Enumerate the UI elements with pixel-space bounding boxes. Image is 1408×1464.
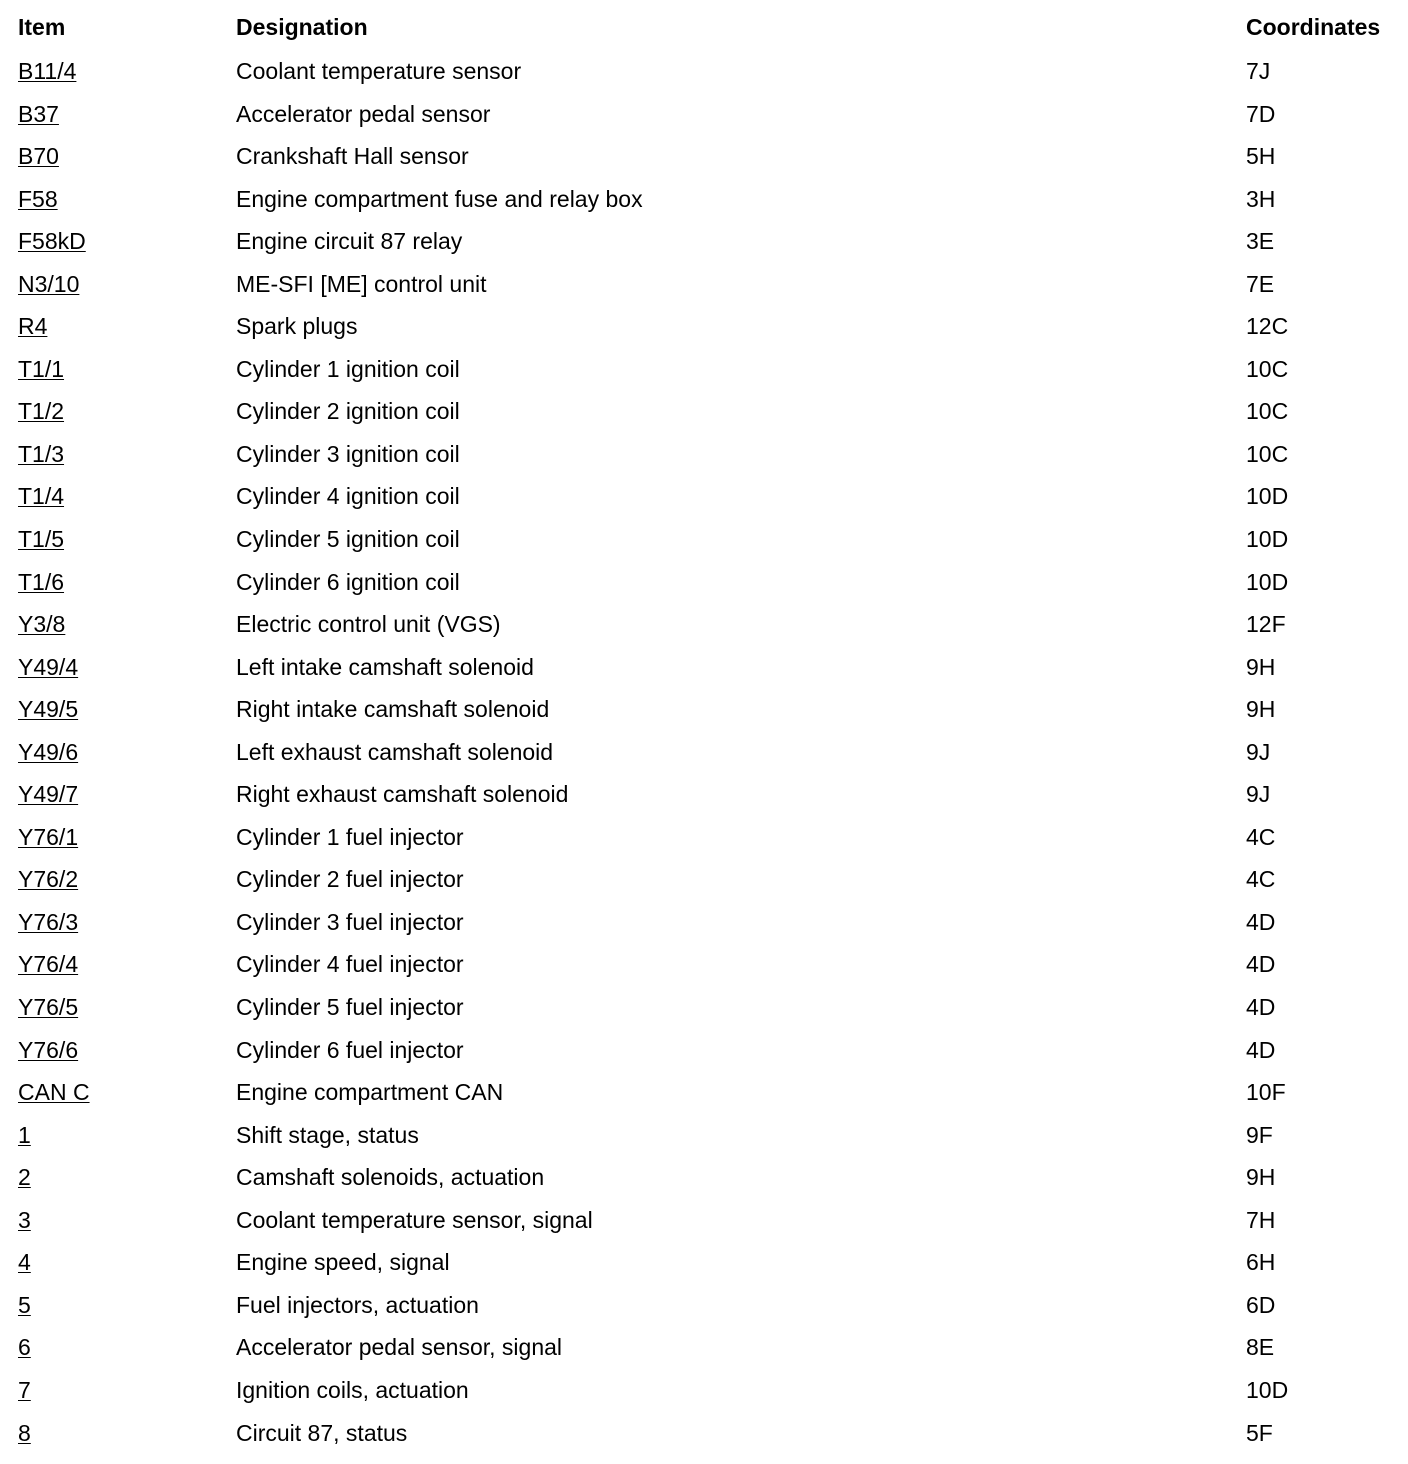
coordinates-cell: 10D [1246, 1376, 1289, 1403]
coordinates-cell: 9F [1246, 1121, 1273, 1148]
coordinates-cell: 4D [1246, 908, 1276, 935]
designation-cell: ME-SFI [ME] control unit [236, 270, 487, 297]
item-link[interactable]: T1/6 [18, 568, 65, 595]
coordinates-cell: 12F [1246, 611, 1286, 638]
table-row [0, 56, 1408, 99]
table-row [0, 1375, 1408, 1418]
designation-cell: Accelerator pedal sensor, signal [236, 1334, 563, 1361]
designation-cell: Cylinder 5 ignition coil [236, 526, 460, 553]
table-row [0, 567, 1408, 610]
coordinates-cell: 3H [1246, 185, 1276, 212]
table-row [0, 354, 1408, 397]
coordinates-cell: 9J [1246, 781, 1271, 808]
table-row [0, 481, 1408, 524]
item-link[interactable]: Y49/7 [18, 781, 79, 808]
designation-cell: Camshaft solenoids, actuation [236, 1164, 545, 1191]
header-designation: Designation [236, 14, 368, 40]
table-row [0, 609, 1408, 652]
item-link[interactable]: Y49/5 [18, 696, 79, 723]
designation-cell: Engine circuit 87 relay [236, 228, 463, 255]
table-row [0, 141, 1408, 184]
table-row [0, 779, 1408, 822]
table-row [0, 269, 1408, 312]
table-row [0, 311, 1408, 354]
table-row [0, 439, 1408, 482]
item-link[interactable]: 4 [18, 1249, 31, 1276]
designation-cell: Cylinder 2 fuel injector [236, 866, 464, 893]
coordinates-cell: 8E [1246, 1334, 1275, 1361]
table-header [0, 14, 1408, 44]
item-link[interactable]: F58 [18, 185, 58, 212]
coordinates-cell: 10C [1246, 398, 1289, 425]
header-coordinates: Coordinates [1246, 14, 1381, 40]
coordinates-cell: 9H [1246, 696, 1276, 723]
coordinates-cell: 10D [1246, 526, 1289, 553]
coordinates-cell: 7H [1246, 1206, 1276, 1233]
item-link[interactable]: Y76/2 [18, 866, 79, 893]
item-link[interactable]: B37 [18, 100, 59, 127]
item-link[interactable]: Y49/4 [18, 653, 79, 680]
designation-cell: Cylinder 6 fuel injector [236, 1036, 464, 1063]
coordinates-cell: 9J [1246, 738, 1271, 765]
table-row [0, 1077, 1408, 1120]
coordinates-cell: 9H [1246, 1164, 1276, 1191]
designation-cell: Cylinder 1 ignition coil [236, 355, 460, 382]
designation-cell: Ignition coils, actuation [236, 1376, 469, 1403]
coordinates-cell: 10C [1246, 440, 1289, 467]
coordinates-cell: 10C [1246, 355, 1289, 382]
coordinates-cell: 10F [1246, 1079, 1286, 1106]
table-row [0, 822, 1408, 865]
designation-cell: Cylinder 1 fuel injector [236, 823, 464, 850]
item-link[interactable]: T1/2 [18, 398, 65, 425]
table-row [0, 1205, 1408, 1248]
designation-cell: Cylinder 4 ignition coil [236, 483, 460, 510]
item-link[interactable]: 8 [18, 1419, 31, 1446]
header-item: Item [18, 14, 66, 40]
item-link[interactable]: 3 [18, 1206, 31, 1233]
designation-cell: Coolant temperature sensor [236, 58, 522, 84]
coordinates-cell: 9H [1246, 653, 1276, 680]
table-row [0, 1290, 1408, 1333]
table-body [0, 56, 1408, 1460]
coordinates-cell: 4D [1246, 994, 1276, 1021]
item-link[interactable]: N3/10 [18, 270, 80, 297]
designation-cell: Crankshaft Hall sensor [236, 143, 469, 170]
coordinates-cell: 10D [1246, 568, 1289, 595]
item-link[interactable]: 2 [18, 1164, 31, 1191]
coordinates-cell: 3E [1246, 228, 1275, 255]
table-row [0, 1418, 1408, 1461]
table-row [0, 992, 1408, 1035]
item-link[interactable]: 5 [18, 1291, 31, 1318]
item-link[interactable]: B70 [18, 143, 59, 170]
designation-cell: Engine speed, signal [236, 1249, 450, 1276]
coordinates-cell: 12C [1246, 313, 1289, 340]
designation-cell: Cylinder 3 fuel injector [236, 908, 464, 935]
designation-cell: Cylinder 2 ignition coil [236, 398, 460, 425]
coordinates-cell: 5F [1246, 1419, 1273, 1446]
designation-cell: Cylinder 5 fuel injector [236, 994, 464, 1021]
table-row [0, 1162, 1408, 1205]
table-row [0, 396, 1408, 439]
item-link[interactable]: Y3/8 [18, 611, 66, 638]
table-row [0, 864, 1408, 907]
table-row [0, 1035, 1408, 1078]
designation-cell: Coolant temperature sensor, signal [236, 1206, 593, 1233]
table-row [0, 737, 1408, 780]
coordinates-cell: 4C [1246, 823, 1276, 850]
designation-cell: Spark plugs [236, 313, 358, 340]
coordinates-cell: 7E [1246, 270, 1275, 297]
item-link[interactable]: Y76/5 [18, 994, 79, 1021]
item-link[interactable]: Y76/3 [18, 908, 79, 935]
designation-cell: Shift stage, status [236, 1121, 419, 1148]
item-link[interactable]: Y49/6 [18, 738, 79, 765]
table-row [0, 1120, 1408, 1163]
coordinates-cell: 10D [1246, 483, 1289, 510]
item-link[interactable]: 1 [18, 1121, 31, 1148]
table-row [0, 1332, 1408, 1375]
table-row [0, 907, 1408, 950]
item-link[interactable]: 7 [18, 1376, 31, 1403]
designation-cell: Circuit 87, status [236, 1419, 408, 1446]
item-link[interactable]: T1/3 [18, 440, 65, 467]
coordinates-cell: 4D [1246, 1036, 1276, 1063]
coordinates-cell: 7J [1246, 58, 1271, 84]
item-link[interactable]: T1/5 [18, 526, 65, 553]
item-link[interactable]: CAN C [18, 1079, 90, 1106]
item-link[interactable]: Y76/1 [18, 823, 79, 850]
table-row [0, 1247, 1408, 1290]
item-link[interactable]: F58kD [18, 228, 86, 255]
designation-cell: Engine compartment CAN [236, 1079, 504, 1106]
table-row [0, 524, 1408, 567]
coordinates-cell: 6D [1246, 1291, 1276, 1318]
table-row [0, 226, 1408, 269]
table-row [0, 694, 1408, 737]
table-row [0, 949, 1408, 992]
coordinates-cell: 7D [1246, 100, 1276, 127]
item-link[interactable]: 6 [18, 1334, 31, 1361]
designation-cell: Accelerator pedal sensor [236, 100, 491, 127]
designation-cell: Electric control unit (VGS) [236, 611, 501, 638]
designation-cell: Cylinder 3 ignition coil [236, 440, 460, 467]
designation-cell: Right intake camshaft solenoid [236, 696, 550, 723]
item-link[interactable]: T1/1 [18, 355, 65, 382]
item-link[interactable]: R4 [18, 313, 48, 340]
designation-cell: Engine compartment fuse and relay box [236, 185, 643, 212]
designation-cell: Left intake camshaft solenoid [236, 653, 534, 680]
designation-cell: Fuel injectors, actuation [236, 1291, 479, 1318]
designation-cell: Right exhaust camshaft solenoid [236, 781, 569, 808]
table-row [0, 184, 1408, 227]
coordinates-cell: 6H [1246, 1249, 1276, 1276]
table-row [0, 652, 1408, 695]
coordinates-cell: 4C [1246, 866, 1276, 893]
item-link[interactable]: Y76/6 [18, 1036, 79, 1063]
designation-cell: Cylinder 4 fuel injector [236, 951, 464, 978]
designation-cell: Left exhaust camshaft solenoid [236, 738, 554, 765]
designation-cell: Cylinder 6 ignition coil [236, 568, 460, 595]
item-link[interactable]: T1/4 [18, 483, 65, 510]
item-link[interactable]: Y76/4 [18, 951, 79, 978]
coordinates-cell: 4D [1246, 951, 1276, 978]
coordinates-cell: 5H [1246, 143, 1276, 170]
table-row [0, 99, 1408, 142]
item-link[interactable]: B11/4 [18, 58, 77, 84]
